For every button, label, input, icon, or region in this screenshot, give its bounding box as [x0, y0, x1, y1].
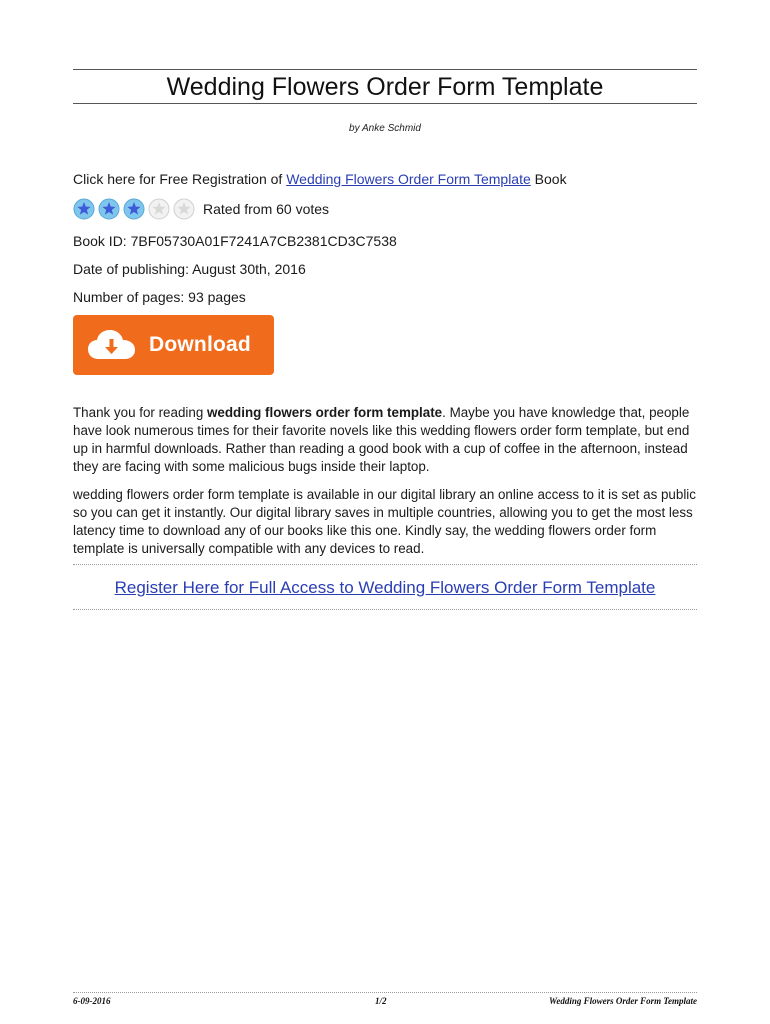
star-filled-icon: [73, 198, 95, 220]
registration-link[interactable]: Wedding Flowers Order Form Template: [286, 171, 531, 187]
intro-paragraph: [73, 404, 703, 476]
intro-rest: . Maybe you have knowledge that, people have look numerous times for their favorite novels like this wedding flowers order form template, but end up in harmful downloads. Rather than reading a good book with a cup of coffee in the afternoon, instead they are facing with some malicious bugs inside their laptop.: [73, 405, 690, 474]
footer-title: Wedding Flowers Order Form Template: [548, 996, 697, 1006]
book-id: Book ID: 7BF05730A01F7241A7CB2381CD3C7538: [73, 233, 397, 249]
star-empty-icon: [173, 198, 195, 220]
publish-date: Date of publishing: August 30th, 2016: [73, 261, 306, 277]
download-button[interactable]: [73, 315, 274, 375]
library-paragraph: wedding flowers order form template is available in our digital library an online access to it is set as public so you can get it instantly. Our digital library saves in multiple countries, allowing you to get the most less latency time to download any of our books like this one. Kindly say, the wedding flowers order form template is universally compatible with any devices to read.: [73, 487, 696, 556]
star-filled-icon: [123, 198, 145, 220]
register-bottom-divider: [73, 609, 697, 610]
page-count: Number of pages: 93 pages: [73, 289, 246, 305]
star-row: [73, 198, 198, 220]
intro-text: Thank you for reading: [73, 405, 207, 420]
intro-bold-title: wedding flowers order form template: [207, 405, 443, 420]
download-label: Download: [149, 333, 251, 356]
star-filled-icon: [98, 198, 120, 220]
registration-prefix: Click here for Free Registration of: [73, 171, 287, 187]
footer-date: 6-09-2016: [73, 996, 111, 1006]
author-line: by Anke Schmid: [349, 123, 421, 134]
cloud-download-icon: [87, 328, 137, 362]
rating-text: Rated from 60 votes: [203, 201, 330, 217]
register-container: [73, 577, 697, 599]
footer-page-number: 1/2: [375, 996, 387, 1006]
footer-divider: [73, 992, 697, 993]
register-link[interactable]: Register Here for Full Access to Wedding Flowers Order Form Template: [114, 578, 656, 597]
register-top-divider: [73, 564, 697, 565]
registration-suffix: Book: [530, 171, 567, 187]
page-title: Wedding Flowers Order Form Template: [166, 73, 604, 101]
star-rating: [73, 198, 329, 220]
registration-line: [73, 170, 567, 188]
title-underline: [73, 103, 697, 104]
top-rule: [73, 69, 697, 70]
star-empty-icon: [148, 198, 170, 220]
